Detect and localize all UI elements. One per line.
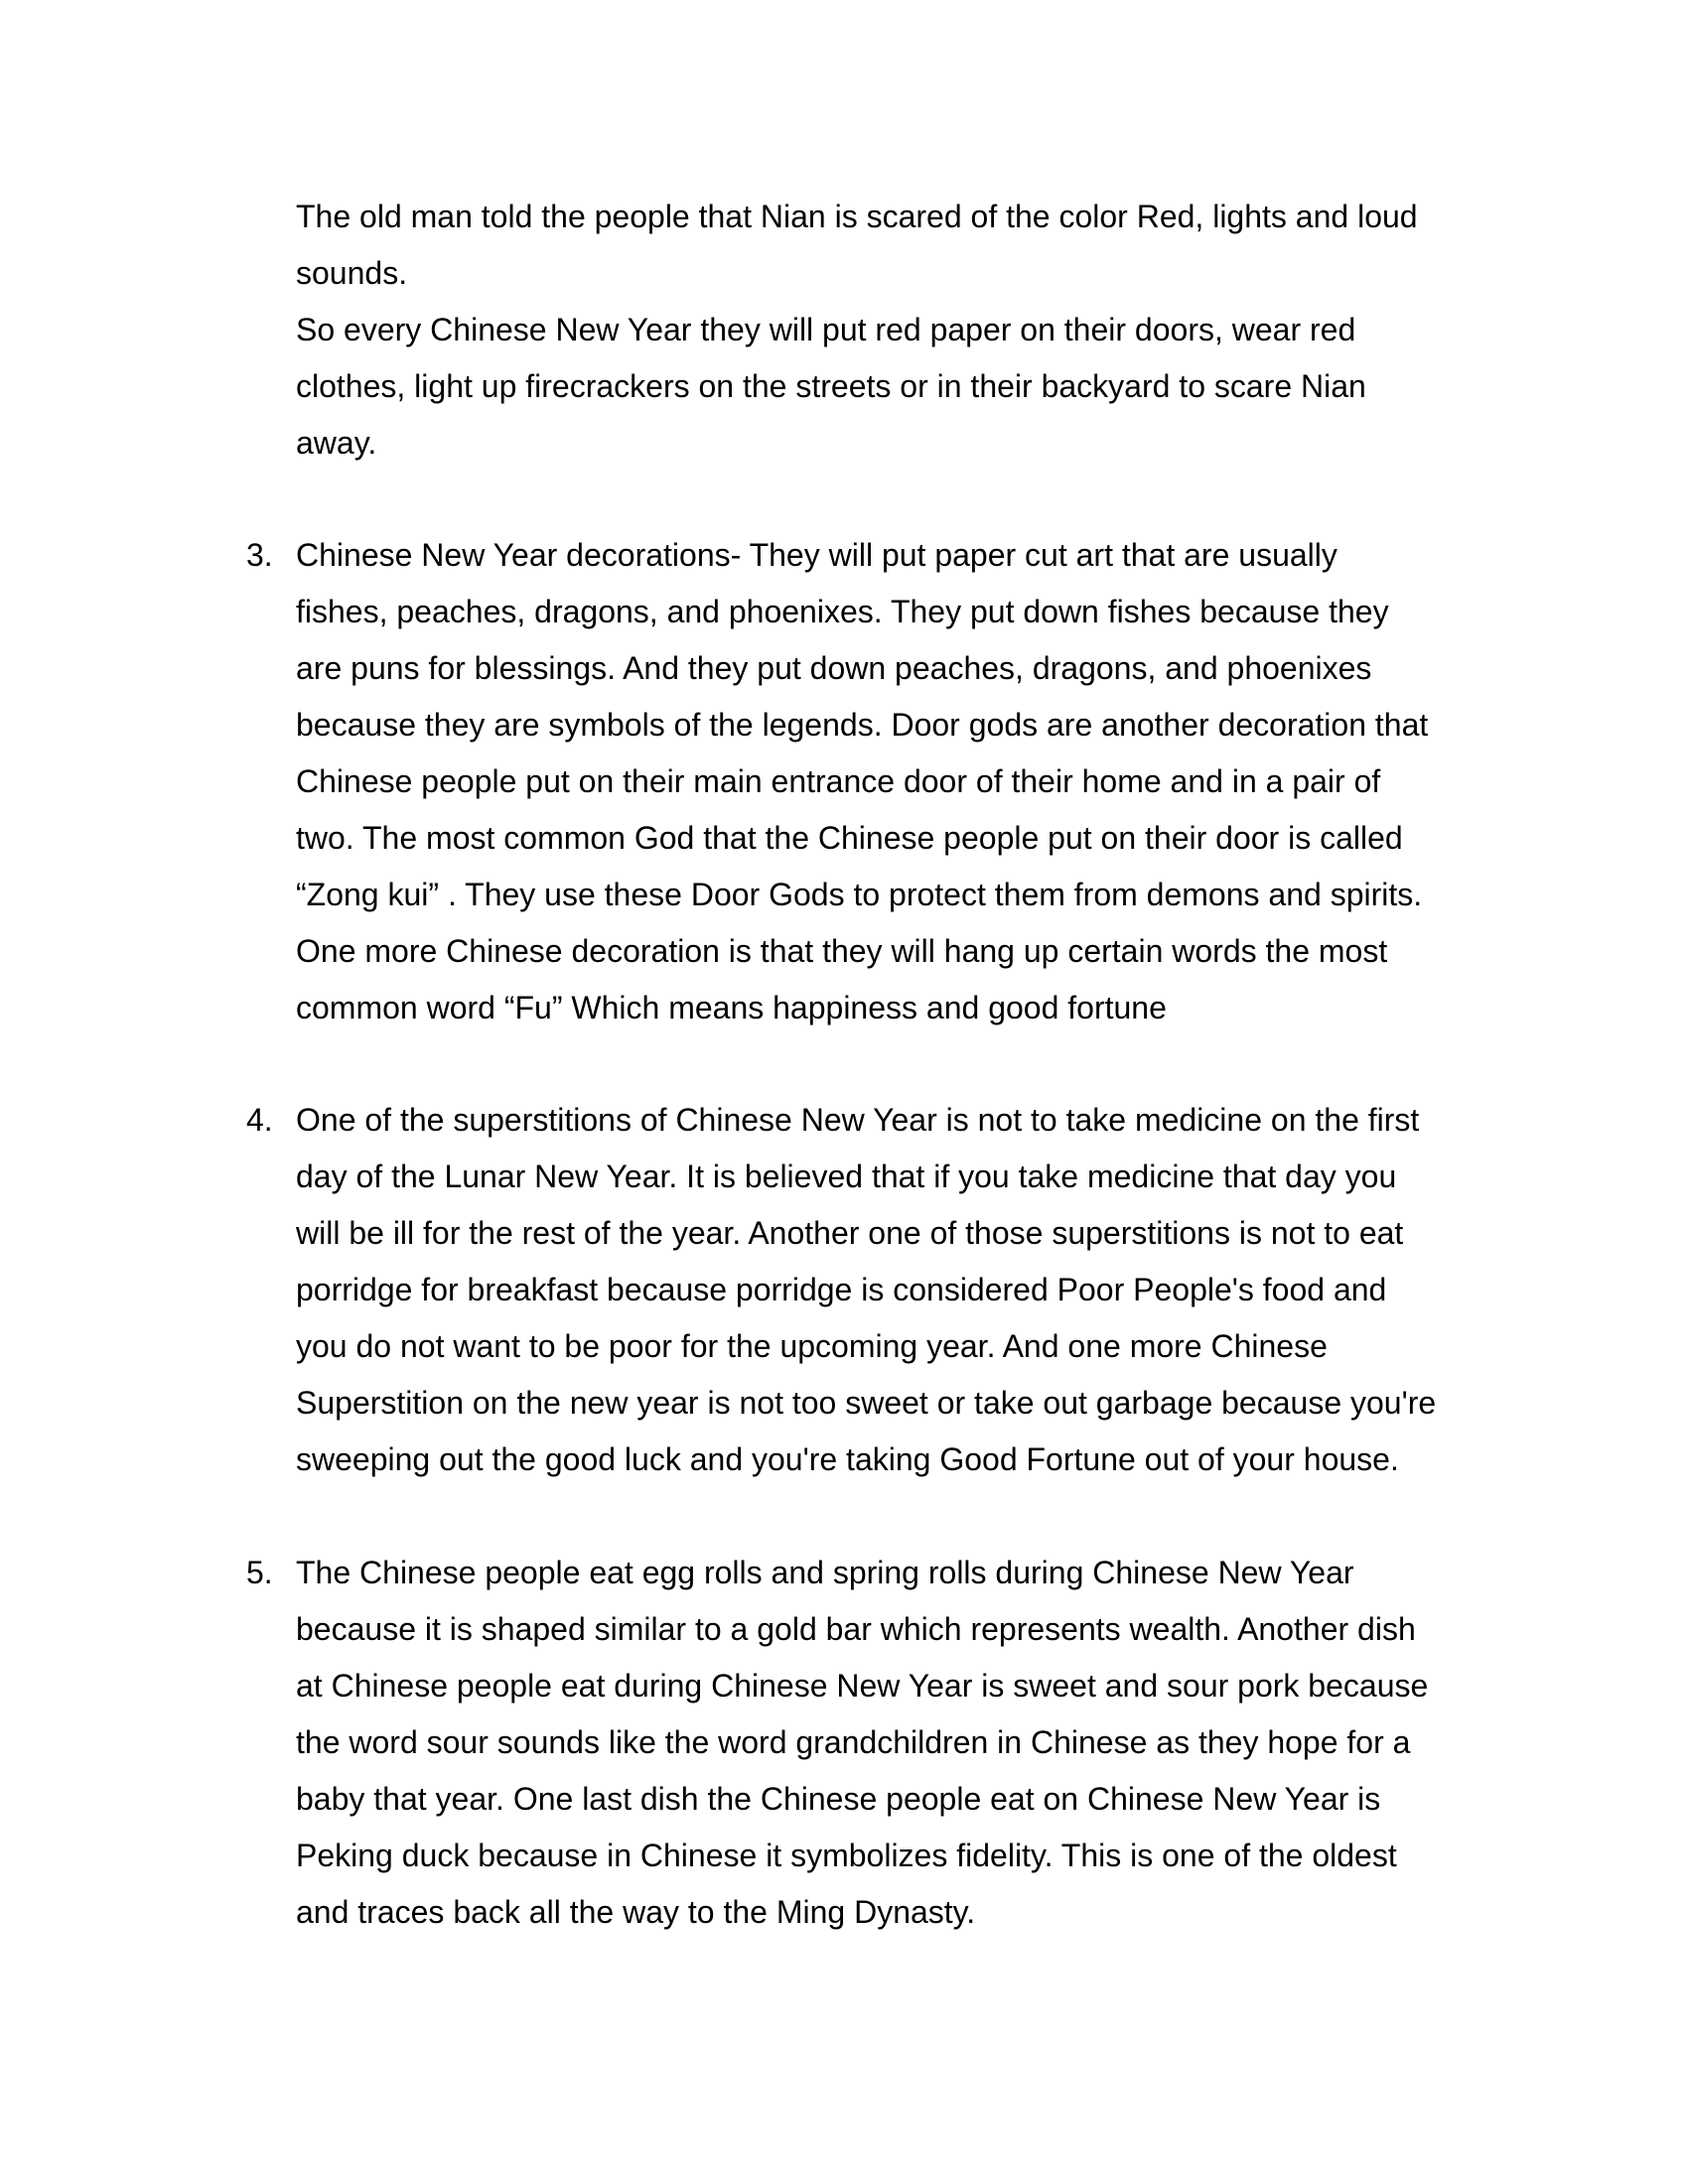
text-line: are puns for blessings. And they put down peaches, dragons, and phoenixes — [296, 650, 1372, 686]
text-line: you do not want to be poor for the upcoming year. And one more Chinese — [296, 1328, 1328, 1364]
text-line: fishes, peaches, dragons, and phoenixes. They put down fishes because they — [296, 594, 1389, 629]
text-line: because it is shaped similar to a gold bar which represents wealth. Another dish — [296, 1611, 1416, 1647]
text-line: day of the Lunar New Year. It is believed that if you take medicine that day you — [296, 1159, 1397, 1194]
text-line: porridge for breakfast because porridge is considered Poor People's food and — [296, 1272, 1387, 1307]
text-line: away. — [296, 425, 377, 461]
text-line: clothes, light up firecrackers on the streets or in their backyard to scare Nian — [296, 368, 1366, 404]
text-line: the word sour sounds like the word grandchildren in Chinese as they hope for a — [296, 1724, 1411, 1760]
text-line: The old man told the people that Nian is scared of the color Red, lights and loud — [296, 199, 1418, 234]
text-line: and traces back all the way to the Ming Dynasty. — [296, 1894, 976, 1930]
list-number: 3. — [246, 537, 273, 573]
text-line: common word “Fu” Which means happiness and good fortune — [296, 990, 1167, 1025]
list-item-superstitions — [296, 1092, 1497, 1488]
text-line: will be ill for the rest of the year. Another one of those superstitions is not to eat — [296, 1215, 1404, 1251]
text-line: Chinese New Year decorations- They will put paper cut art that are usually — [296, 537, 1337, 573]
list-item-foods — [296, 1545, 1497, 1941]
text-line: “Zong kui” . They use these Door Gods to protect them from demons and spirits. — [296, 877, 1423, 912]
text-line: sweeping out the good luck and you're taking Good Fortune out of your house. — [296, 1441, 1399, 1477]
intro-paragraph — [296, 189, 1497, 472]
text-line: sounds. — [296, 255, 408, 291]
text-line: at Chinese people eat during Chinese New Year is sweet and sour pork because — [296, 1668, 1429, 1704]
text-line: baby that year. One last dish the Chinese people eat on Chinese New Year is — [296, 1781, 1381, 1817]
list-number: 5. — [246, 1555, 273, 1590]
text-line: Chinese people put on their main entrance door of their home and in a pair of — [296, 763, 1381, 799]
text-line: Superstition on the new year is not too sweet or take out garbage because you're — [296, 1385, 1437, 1421]
text-line: One more Chinese decoration is that they will hang up certain words the most — [296, 933, 1388, 969]
text-line: two. The most common God that the Chinese people put on their door is called — [296, 820, 1403, 856]
text-line: The Chinese people eat egg rolls and spring rolls during Chinese New Year — [296, 1555, 1354, 1590]
text-line: because they are symbols of the legends. Door gods are another decoration that — [296, 707, 1429, 743]
list-number: 4. — [246, 1102, 273, 1138]
list-item-decorations — [296, 527, 1497, 1036]
text-line: So every Chinese New Year they will put red paper on their doors, wear red — [296, 312, 1356, 347]
text-line: Peking duck because in Chinese it symbolizes fidelity. This is one of the oldest — [296, 1838, 1397, 1873]
text-line: One of the superstitions of Chinese New Year is not to take medicine on the first — [296, 1102, 1420, 1138]
